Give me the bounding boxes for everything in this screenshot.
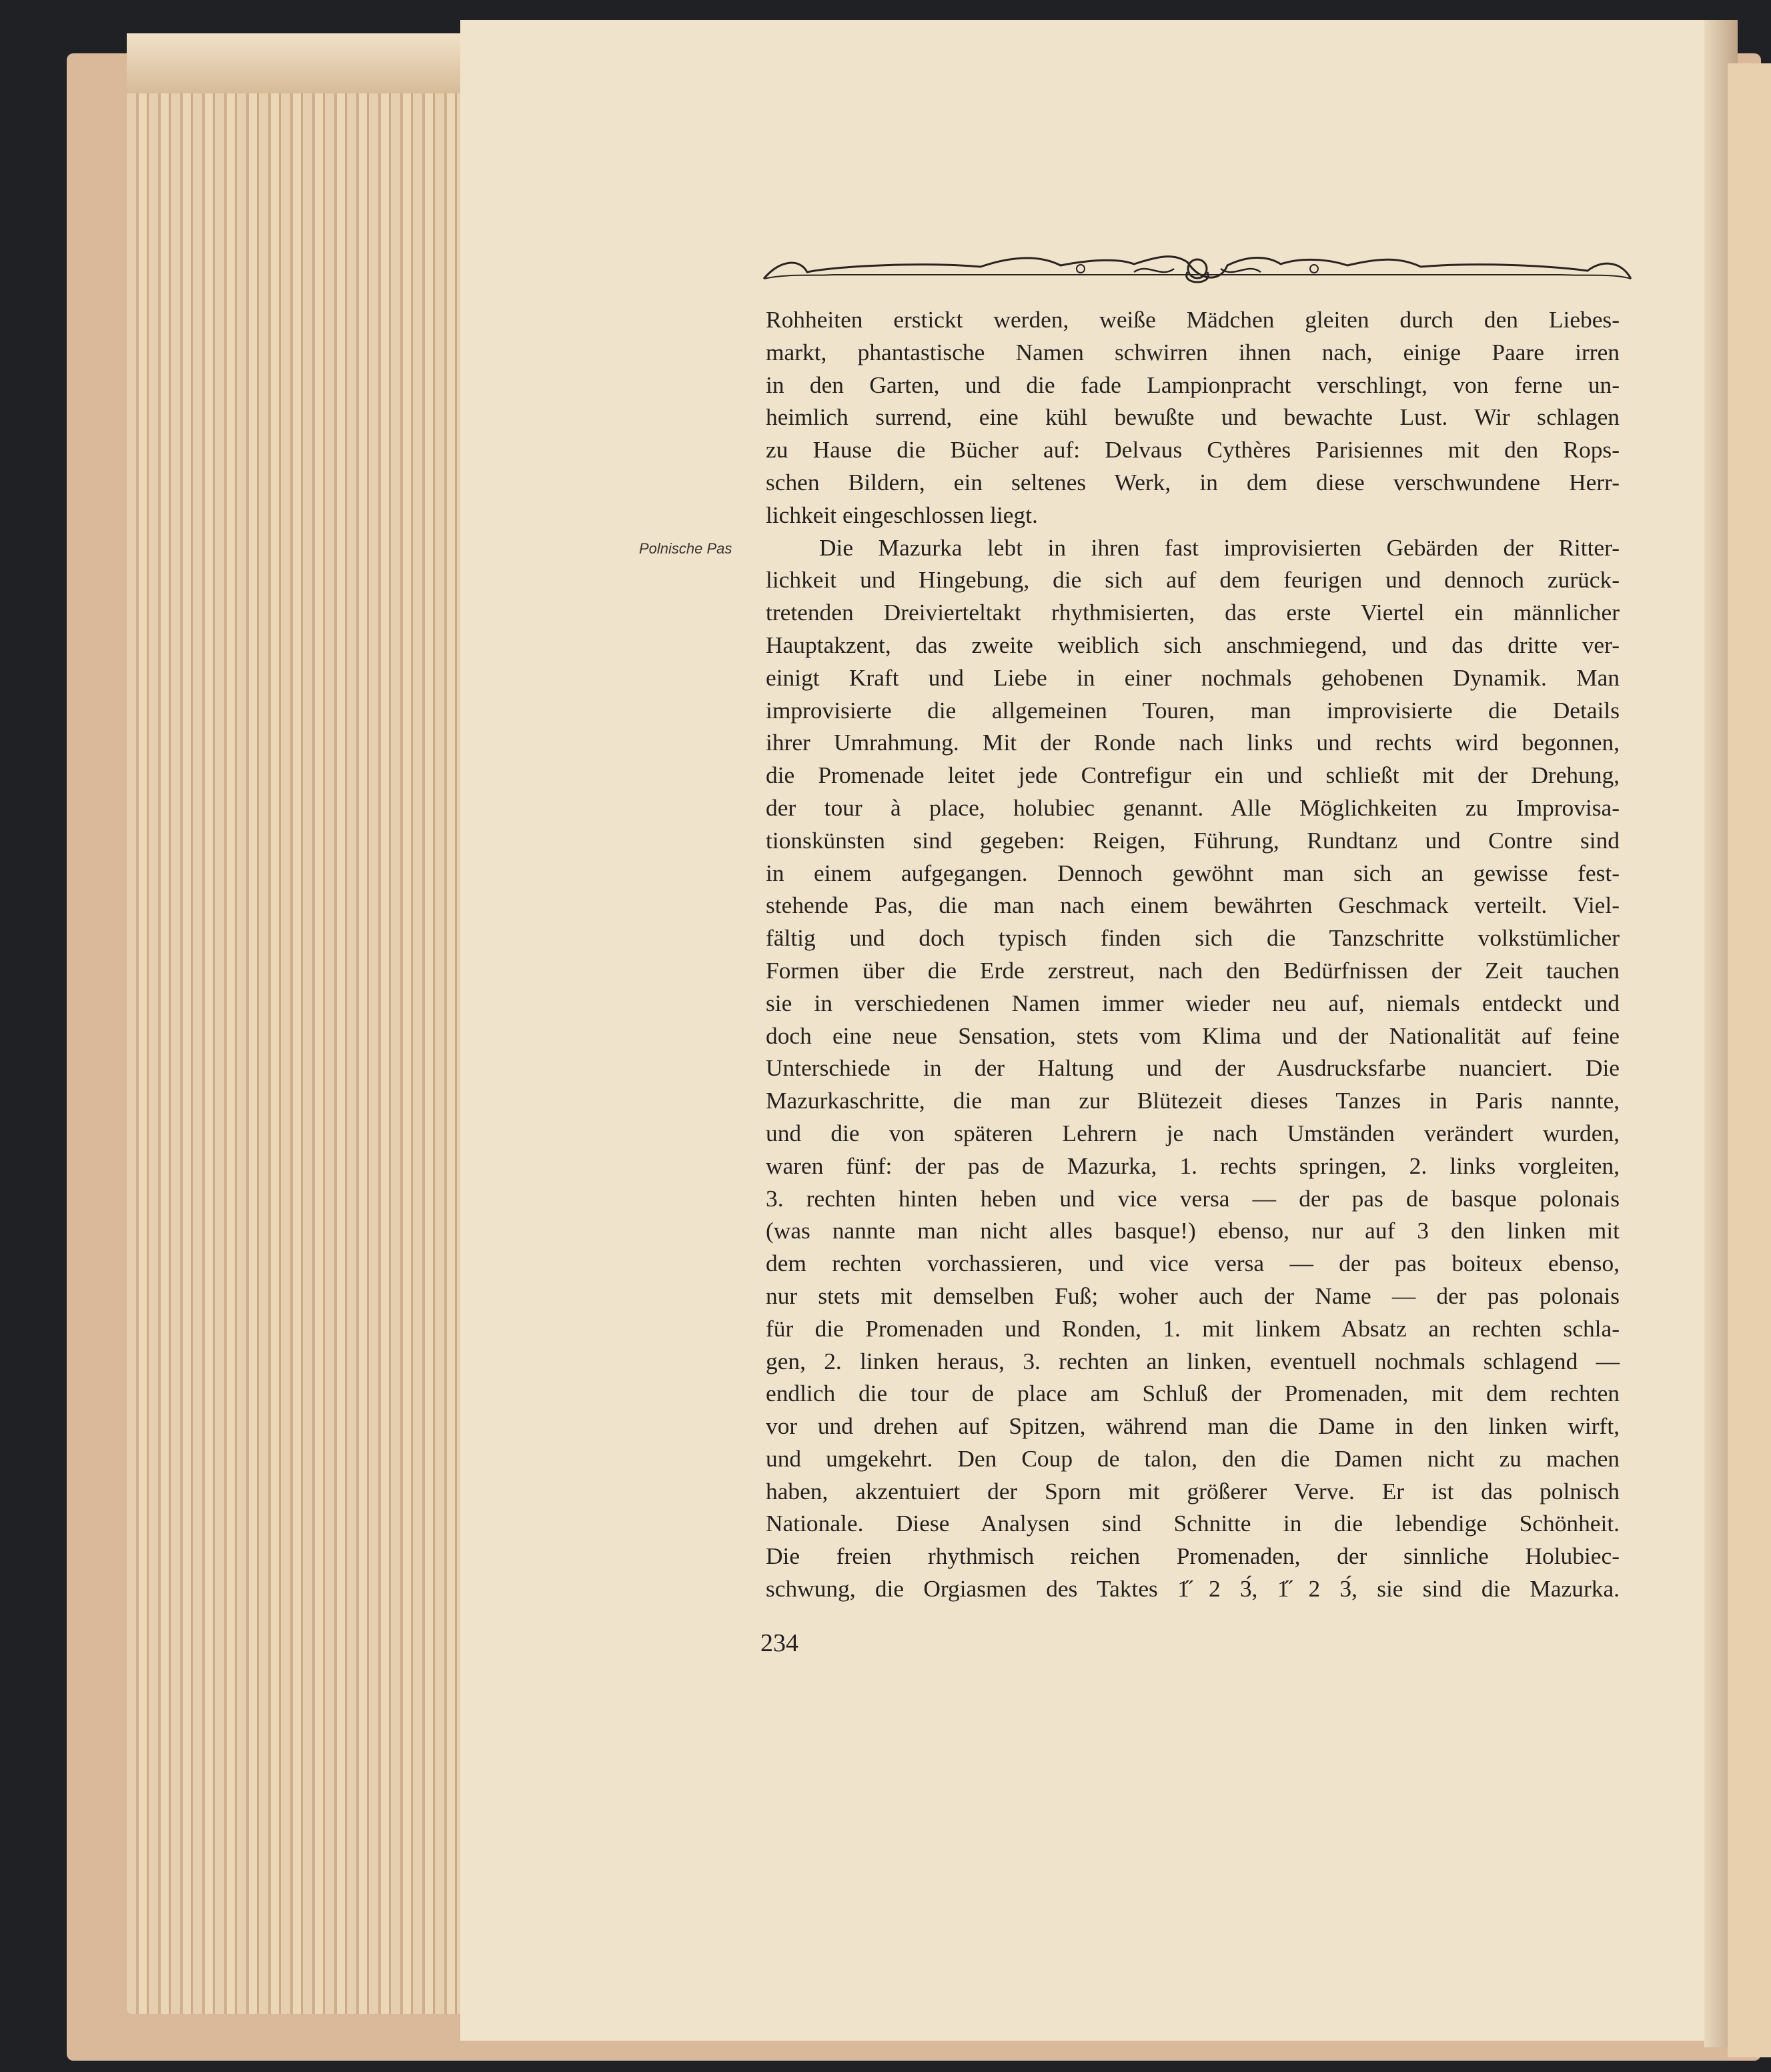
- text-line: Mazurkaschritte, die man zur Blütezeit dieses Tanzes in Paris nannte,: [766, 1087, 1620, 1114]
- text-line: markt, phantastische Namen schwirren ihnen nach, einige Paare irren: [766, 338, 1620, 365]
- text-line: tionskünsten sind gegeben: Reigen, Führung, Rundtanz und Contre sind: [766, 826, 1620, 854]
- page-edges-top: [127, 33, 474, 93]
- text-line: die Promenade leitet jede Contrefigur ein und schließt mit der Drehung,: [766, 762, 1620, 789]
- text-line: stehende Pas, die man nach einem bewährten Geschmack verteilt. Viel-: [766, 892, 1620, 919]
- text-line: Rohheiten erstickt werden, weiße Mädchen gleiten durch den Liebes-: [766, 306, 1620, 333]
- text-line: (was nannte man nicht alles basque!) ebenso, nur auf 3 den linken mit: [766, 1217, 1620, 1244]
- text-line: schwung, die Orgiasmen des Taktes 1̋ 2 3́, 1̋ 2 3́, sie sind die Mazurka.: [766, 1575, 1620, 1603]
- text-line: tretenden Dreivierteltakt rhythmisierten, das erste Viertel ein männlicher: [766, 599, 1620, 626]
- text-line: improvisierte die allgemeinen Touren, man improvisierte die Details: [766, 696, 1620, 724]
- margin-note: Polnische Pas: [639, 540, 732, 557]
- text-line: lichkeit eingeschlossen liegt.: [766, 501, 1038, 528]
- text-line: sie in verschiedenen Namen immer wieder neu auf, niemals entdeckt und: [766, 989, 1620, 1016]
- text-line: vor und drehen auf Spitzen, während man die Dame in den linken wirft,: [766, 1412, 1620, 1440]
- text-line: in den Garten, und die fade Lampionpracht verschlingt, von ferne un-: [766, 371, 1620, 398]
- text-line: in einem aufgegangen. Dennoch gewöhnt man sich an gewisse fest-: [766, 859, 1620, 886]
- text-line: Hauptakzent, das zweite weiblich sich anschmiegend, und das dritte ver-: [766, 631, 1620, 658]
- text-line: Die Mazurka lebt in ihren fast improvisierten Gebärden der Ritter-: [819, 534, 1620, 561]
- text-line: nur stets mit demselben Fuß; woher auch der Name — der pas polonais: [766, 1282, 1620, 1309]
- text-line: Die freien rhythmisch reichen Promenaden, der sinnliche Holubiec-: [766, 1542, 1620, 1570]
- text-line: für die Promenaden und Ronden, 1. mit linkem Absatz an rechten schla-: [766, 1314, 1620, 1342]
- text-line: Formen über die Erde zerstreut, nach den Bedürfnissen der Zeit tauchen: [766, 956, 1620, 984]
- decorative-headpiece-ornament: [760, 252, 1634, 292]
- text-line: fältig und doch typisch finden sich die Tanzschritte volkstümlicher: [766, 924, 1620, 952]
- text-line: und die von späteren Lehrern je nach Umständen verändert wurden,: [766, 1119, 1620, 1146]
- text-line: doch eine neue Sensation, stets vom Klima und der Nationalität auf feine: [766, 1022, 1620, 1049]
- text-line: der tour à place, holubiec genannt. Alle Möglichkeiten zu Improvisa-: [766, 794, 1620, 821]
- text-line: gen, 2. linken heraus, 3. rechten an linken, eventuell nochmals schlagend —: [766, 1347, 1620, 1374]
- page-edges-stack: [127, 40, 474, 2014]
- page-number: 234: [760, 1629, 798, 1657]
- text-line: zu Hause die Bücher auf: Delvaus Cythères Parisiennes mit den Rops-: [766, 436, 1620, 463]
- text-line: und umgekehrt. Den Coup de talon, den die Damen nicht zu machen: [766, 1444, 1620, 1472]
- text-line: lichkeit und Hingebung, die sich auf dem feurigen und dennoch zurück-: [766, 566, 1620, 594]
- text-line: heimlich surrend, eine kühl bewußte und bewachte Lust. Wir schlagen: [766, 403, 1620, 431]
- text-line: Nationale. Diese Analysen sind Schnitte in die lebendige Schönheit.: [766, 1510, 1620, 1537]
- text-line: ihrer Umrahmung. Mit der Ronde nach links und rechts wird begonnen,: [766, 729, 1620, 756]
- text-line: Unterschiede in der Haltung und der Ausdrucksfarbe nuanciert. Die: [766, 1054, 1620, 1082]
- text-line: endlich die tour de place am Schluß der Promenaden, mit dem rechten: [766, 1380, 1620, 1407]
- text-line: waren fünf: der pas de Mazurka, 1. rechts springen, 2. links vorgleiten,: [766, 1152, 1620, 1179]
- body-text: [766, 303, 1620, 1605]
- text-line: haben, akzentuiert der Sporn mit größerer Verve. Er ist das polnisch: [766, 1477, 1620, 1504]
- facing-page-edge: [1728, 63, 1771, 2057]
- text-line: 3. rechten hinten heben und vice versa — der pas de basque polonais: [766, 1184, 1620, 1212]
- text-line: schen Bildern, ein seltenes Werk, in dem diese verschwundene Herr-: [766, 468, 1620, 495]
- text-line: dem rechten vorchassieren, und vice versa — der pas boiteux ebenso,: [766, 1250, 1620, 1277]
- text-line: einigt Kraft und Liebe in einer nochmals gehobenen Dynamik. Man: [766, 664, 1620, 691]
